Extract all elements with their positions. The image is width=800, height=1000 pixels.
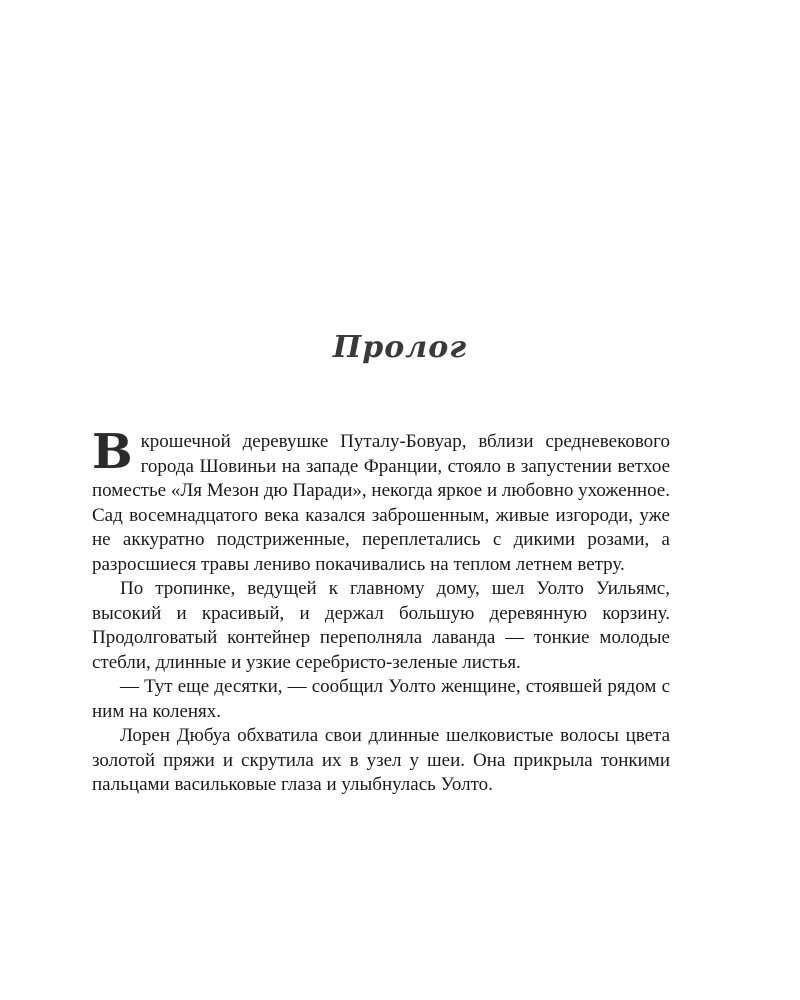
drop-cap: В <box>92 424 133 480</box>
paragraph-4: Лорен Дюбуа обхватила свои длинные шелковистые волосы цвета золотой пряжи и скрутила их в узел у шеи. Она прикрыла тонкими пальцами васильковые глаза и улыбнулась Уолто. <box>92 725 670 795</box>
paragraph-3: — Тут еще десятки, — сообщил Уолто женщине, стоявшей рядом с ним на коленях. <box>92 676 670 722</box>
chapter-title: Пролог <box>332 330 468 365</box>
paragraph-1 <box>92 424 670 577</box>
paragraph-2: По тропинке, ведущей к главному дому, шел Уолто Уильямс, высокий и красивый, и держал большую деревянную корзину. Продолговатый контейнер переполняла лаванда — тонкие молодые стебли, длинные и узкие серебристо-зеленые листья. <box>92 578 670 673</box>
chapter-body <box>92 424 670 798</box>
paragraph-1-text: крошечной деревушке Путалу-Бовуар, вблизи средневекового города Шовиньи на западе Франции, стояло в запустении ветхое поместье «Ля Мезон дю Паради», некогда яркое и любовно ухоженное. Сад восемнадцатого века казался заброшенным, живые изгороди, уже не аккуратно подстриженные, переплетались с дикими розами, а разросшиеся травы лениво покачивались на теплом летнем ветру. <box>92 431 670 575</box>
